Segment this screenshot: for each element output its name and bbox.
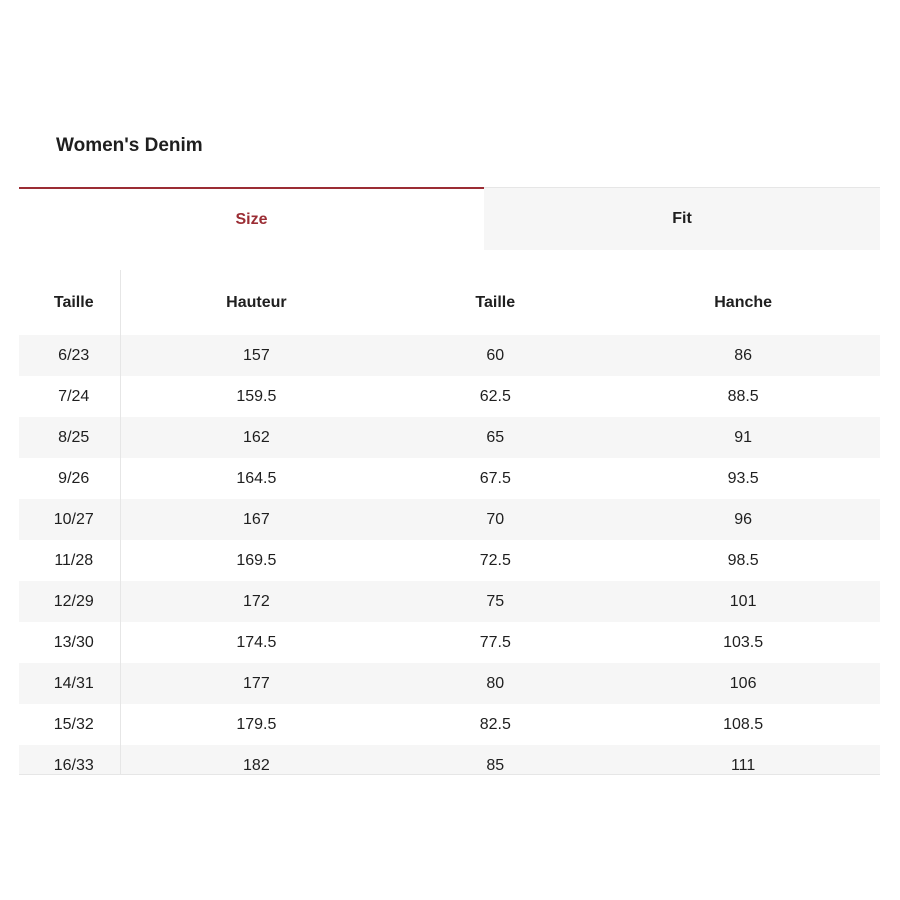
hip-cell: 101 — [729, 592, 757, 610]
waist-cell: 60 — [486, 346, 505, 364]
table-row — [19, 622, 880, 663]
table-row — [19, 335, 880, 376]
tab-size[interactable]: Size — [19, 187, 484, 250]
size-cell: 12/29 — [53, 592, 94, 610]
height-cell: 164.5 — [236, 469, 277, 487]
waist-cell: 80 — [486, 674, 505, 692]
waist-cell: 72.5 — [479, 551, 511, 569]
size-cell: 14/31 — [53, 674, 94, 692]
table-row — [19, 376, 880, 417]
table-row — [19, 745, 880, 775]
height-cell: 172 — [243, 592, 270, 610]
waist-cell: 70 — [486, 510, 505, 528]
table-row — [19, 458, 880, 499]
height-cell: 167 — [243, 510, 270, 528]
height-cell: 162 — [243, 428, 270, 446]
table-row — [19, 581, 880, 622]
header-hip: Hanche — [714, 293, 773, 311]
height-cell: 182 — [243, 756, 270, 774]
size-cell: 13/30 — [53, 633, 94, 651]
size-cell: 9/26 — [58, 469, 90, 487]
waist-cell: 85 — [486, 756, 505, 774]
header-size: Taille — [53, 293, 94, 311]
height-cell: 179.5 — [236, 715, 277, 733]
waist-cell: 65 — [486, 428, 505, 446]
table-header-row — [19, 270, 880, 335]
hip-cell: 88.5 — [727, 387, 759, 405]
hip-cell: 108.5 — [723, 715, 764, 733]
table-row — [19, 499, 880, 540]
waist-cell: 82.5 — [479, 715, 511, 733]
tab-bar — [19, 187, 880, 250]
table-body — [19, 335, 880, 775]
page-title: Women's Denim — [56, 135, 203, 156]
hip-cell: 91 — [734, 428, 753, 446]
height-cell: 177 — [243, 674, 270, 692]
size-cell: 16/33 — [53, 756, 94, 774]
header-waist: Taille — [475, 293, 516, 311]
hip-cell: 103.5 — [723, 633, 764, 651]
hip-cell: 111 — [730, 756, 756, 774]
size-cell: 10/27 — [53, 510, 94, 528]
height-cell: 174.5 — [236, 633, 277, 651]
size-cell: 6/23 — [58, 346, 90, 364]
hip-cell: 106 — [729, 674, 757, 692]
height-cell: 169.5 — [236, 551, 277, 569]
height-cell: 157 — [243, 346, 270, 364]
table-row — [19, 540, 880, 581]
size-cell: 7/24 — [58, 387, 90, 405]
size-cell: 11/28 — [54, 551, 94, 569]
hip-cell: 86 — [734, 346, 753, 364]
header-height: Hauteur — [226, 293, 287, 311]
size-cell: 8/25 — [58, 428, 90, 446]
hip-cell: 96 — [734, 510, 753, 528]
column-divider — [120, 270, 121, 774]
waist-cell: 67.5 — [479, 469, 511, 487]
waist-cell: 62.5 — [479, 387, 511, 405]
table-row — [19, 704, 880, 745]
hip-cell: 93.5 — [727, 469, 759, 487]
table-row — [19, 417, 880, 458]
height-cell: 159.5 — [236, 387, 277, 405]
waist-cell: 77.5 — [479, 633, 511, 651]
hip-cell: 98.5 — [727, 551, 759, 569]
tab-fit[interactable]: Fit — [484, 187, 880, 250]
size-table[interactable] — [19, 270, 880, 775]
size-cell: 15/32 — [53, 715, 94, 733]
table-row — [19, 663, 880, 704]
waist-cell: 75 — [486, 592, 505, 610]
